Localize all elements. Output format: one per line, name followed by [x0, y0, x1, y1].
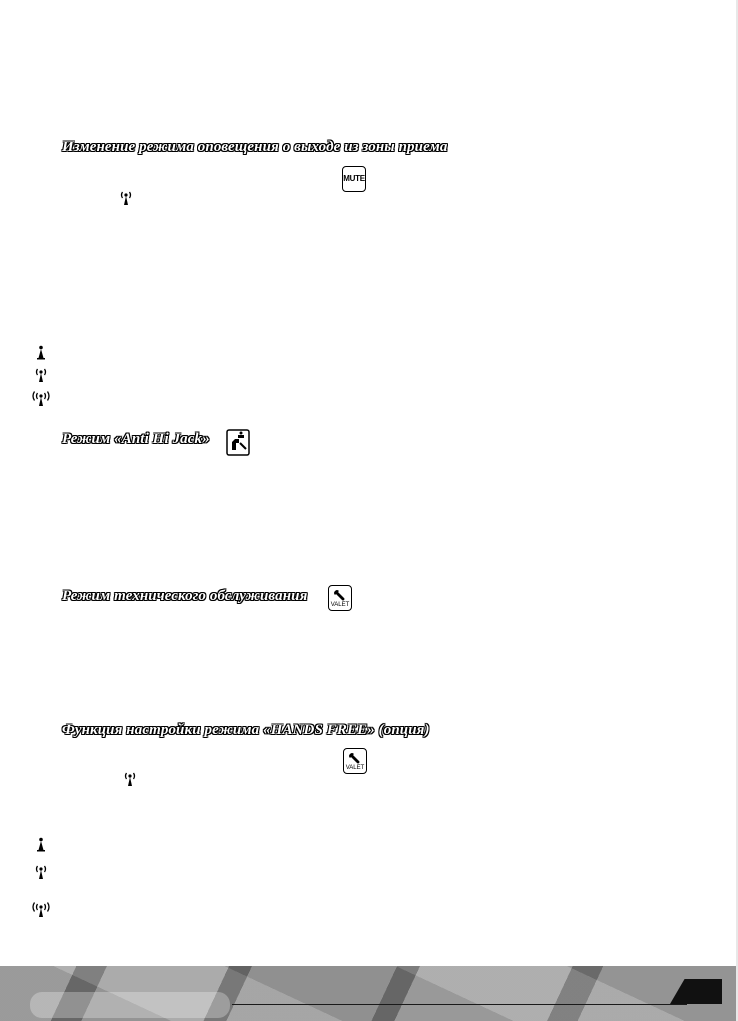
heading-maintenance: Режим технического обслуживания [62, 588, 308, 604]
signal-medium-icon [119, 190, 133, 206]
signal-high-icon [31, 391, 51, 407]
signal-medium-icon [123, 771, 137, 787]
valet-button-icon [328, 585, 352, 611]
signal-medium-icon [34, 367, 48, 383]
wrench-icon [333, 589, 347, 601]
heading-anti-hijack: Режим «Anti Hi Jack» [62, 431, 210, 447]
valet-button-icon [343, 748, 367, 774]
wrench-icon [348, 752, 362, 764]
heading-hands-free: Функция настройки режима «HANDS FREE» (опция) [62, 722, 430, 738]
anti-hijack-icon [226, 429, 250, 456]
heading-zone-alert: Изменение режима оповещения о выходе из зоны приема [62, 139, 448, 155]
mute-label: MUTE [343, 174, 365, 183]
signal-high-icon [31, 902, 51, 918]
footer-divider [232, 1004, 687, 1005]
signal-medium-icon [34, 864, 48, 880]
footer-highlight [30, 992, 230, 1018]
valet-label: VALET [330, 602, 350, 608]
valet-label: VALET [345, 765, 365, 771]
signal-low-icon [34, 836, 48, 852]
signal-low-icon [34, 344, 48, 360]
mute-button-icon [342, 166, 366, 192]
